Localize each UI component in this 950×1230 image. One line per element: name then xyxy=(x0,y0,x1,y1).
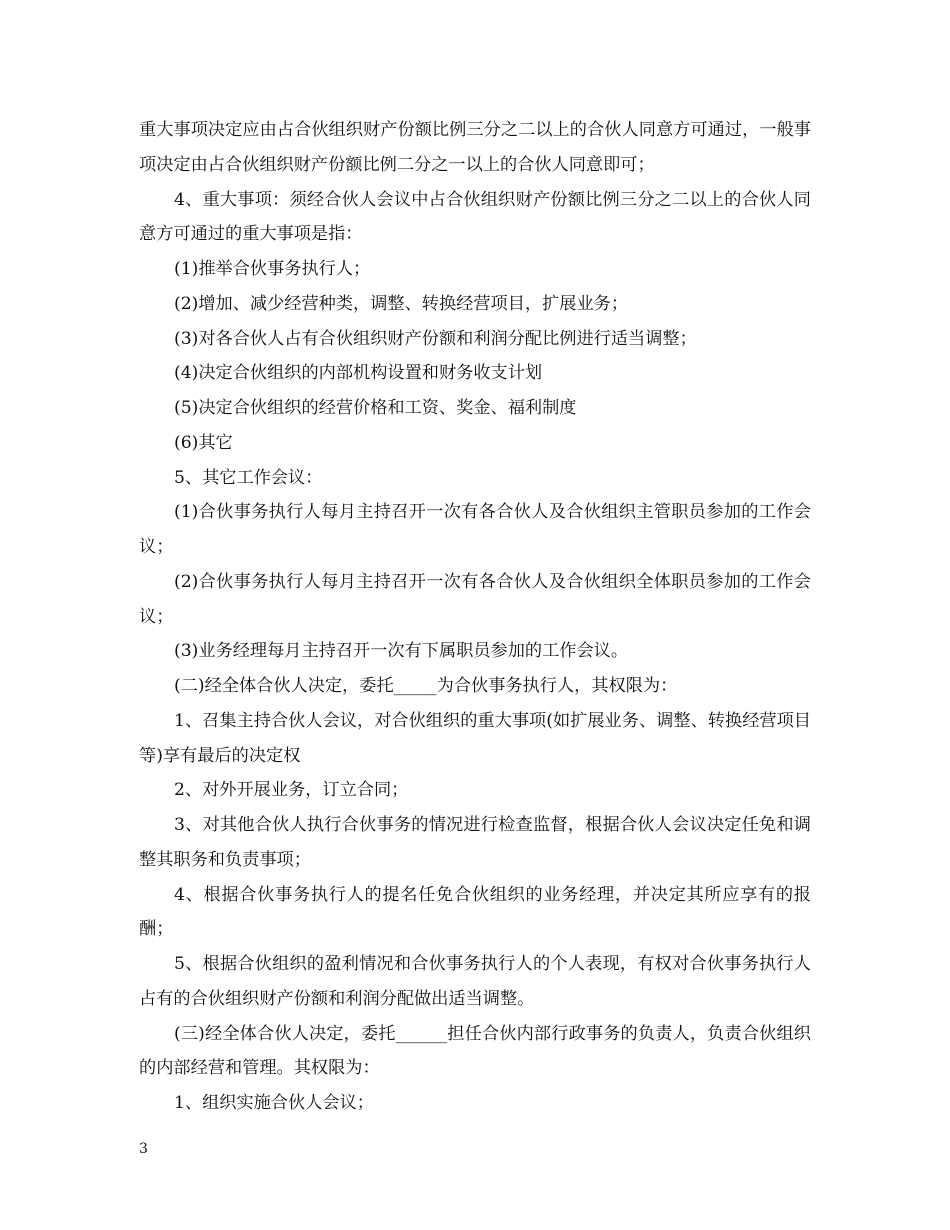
paragraph: 1、召集主持合伙人会议，对合伙组织的重大事项(如扩展业务、调整、转换经营项目等)享有最后的决定权 xyxy=(139,710,811,766)
paragraph: 1、组织实施合伙人会议； xyxy=(174,1093,374,1113)
paragraph: (2)合伙事务执行人每月主持召开一次有各合伙人及合伙组织全体职员参加的工作会议； xyxy=(139,571,811,627)
paragraph: (2)增加、减少经营种类，调整、转换经营项目，扩展业务； xyxy=(174,293,629,314)
paragraph: 4、根据合伙事务执行人的提名任免合伙组织的业务经理，并决定其所应享有的报酬； xyxy=(139,884,811,940)
paragraph: (3)对各合伙人占有合伙组织财产份额和利润分配比例进行适当调整； xyxy=(174,328,697,349)
paragraph: (二)经全体合伙人决定，委托_____为合伙事务执行人，其权限为： xyxy=(174,676,678,696)
paragraph: 4、重大事项：须经合伙人会议中占合伙组织财产份额比例三分之二以上的合伙人同意方可通过的重大事项是指： xyxy=(139,189,811,245)
paragraph: 3、对其他合伙人执行合伙事务的情况进行检查监督，根据合伙人会议决定任免和调整其职务和负责事项； xyxy=(139,815,811,870)
paragraph: 5、其它工作会议： xyxy=(174,467,323,488)
page-number: 3 xyxy=(139,1141,148,1157)
paragraph: (3)业务经理每月主持召开一次有下属职员参加的工作会议。 xyxy=(174,641,629,662)
paragraph: (4)决定合伙组织的内部机构设置和财务收支计划 xyxy=(174,363,543,384)
paragraph: (三)经全体合伙人决定，委托______担任合伙内部行政事务的负责人，负责合伙组织的内部经营和管理。其权限为： xyxy=(139,1023,811,1079)
paragraph: (6)其它 xyxy=(174,432,233,453)
paragraph: 重大事项决定应由占合伙组织财产份额比例三分之二以上的合伙人同意方可通过，一般事项决定由占合伙组织财产份额比例二分之一以上的合伙人同意即可； xyxy=(139,120,811,175)
paragraph: (1)推举合伙事务执行人； xyxy=(174,259,371,279)
paragraph: (1)合伙事务执行人每月主持召开一次有各合伙人及合伙组织主管职员参加的工作会议； xyxy=(139,502,811,557)
paragraph: 5、根据合伙组织的盈利情况和合伙事务执行人的个人表现，有权对合伙事务执行人占有的合伙组织财产份额和利润分配做出适当调整。 xyxy=(139,954,811,1009)
paragraph: 2、对外开展业务，订立合同； xyxy=(174,780,409,801)
paragraph: (5)决定合伙组织的经营价格和工资、奖金、福利制度 xyxy=(174,398,577,418)
document-body xyxy=(139,113,811,1121)
